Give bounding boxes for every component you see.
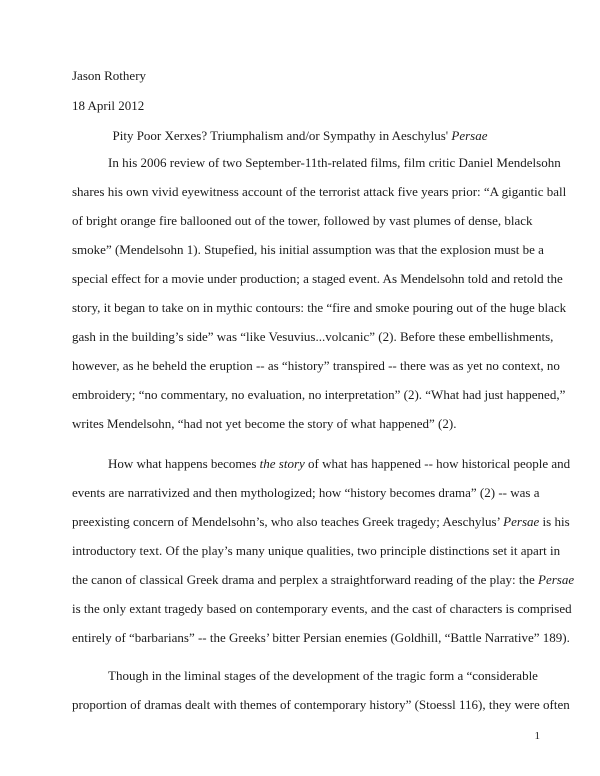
paragraph-1-line-6: story, it began to take on in mythic contours: the “fire and smoke pouring out of the huge black (72, 300, 567, 315)
paragraph-2-line-7: entirely of “barbarians” -- the Greeks’ bitter Persian enemies (Goldhill, “Battle Narrative” 189). (72, 630, 570, 645)
essay-title-text: Pity Poor Xerxes? Triumphalism and/or Sympathy in Aeschylus' (112, 128, 452, 143)
essay-title-italic: Persae (451, 128, 488, 143)
author-name: Jason Rothery (72, 68, 147, 83)
paragraph-2-line-3-end: is his (539, 514, 570, 529)
page-number: 1 (534, 730, 540, 742)
paragraph-2-line-4: introductory text. Of the play’s many unique qualities, two principle distinctions set it apart in (72, 543, 561, 558)
paragraph-1-line-4: smoke” (Mendelsohn 1). Stupefied, his initial assumption was that the explosion must be a (72, 242, 544, 257)
paragraph-2-line-1 (108, 456, 571, 472)
paragraph-2-line-6: is the only extant tragedy based on contemporary events, and the cast of characters is comprised (72, 601, 572, 616)
paragraph-2-italic-story: the story (259, 456, 305, 471)
paragraph-2-italic-persae-2: Persae (538, 572, 575, 587)
paragraph-3-line-1: Though in the liminal stages of the development of the tragic form a “considerable (108, 668, 538, 683)
paragraph-1-line-10: writes Mendelsohn, “had not yet become the story of what happened” (2). (72, 416, 457, 431)
paragraph-2-line-5 (72, 572, 575, 588)
paragraph-2-line-3 (72, 514, 570, 530)
date-line: 18 April 2012 (72, 98, 145, 113)
paragraph-2-line-1-end: of what has happened -- how historical people and (304, 456, 571, 471)
paragraph-2-line-3-start: preexisting concern of Mendelsohn’s, who also teaches Greek tragedy; Aeschylus’ (72, 514, 504, 529)
paragraph-1-line-7: gash in the building’s side” was “like Vesuvius...volcanic” (2). Before these embellishments, (72, 329, 554, 344)
paragraph-1-line-1: In his 2006 review of two September-11th-related films, film critic Daniel Mendelsohn (108, 155, 561, 170)
paragraph-2-italic-persae: Persae (503, 514, 540, 529)
essay-title (0, 128, 600, 144)
paragraph-1-line-5: special effect for a movie under production; a staged event. As Mendelsohn told and retold the (72, 271, 563, 286)
paragraph-1-line-8: however, as he beheld the eruption -- as “history” transpired -- there was as yet no context, no (72, 358, 560, 373)
paragraph-2-line-1-start: How what happens becomes (108, 456, 260, 471)
paragraph-1-line-3: of bright orange fire ballooned out of the tower, followed by vast plumes of dense, black (72, 213, 533, 228)
paragraph-3-line-2: proportion of dramas dealt with themes of contemporary history” (Stoessl 116), they were often (72, 697, 570, 712)
paragraph-1-line-9: embroidery; “no commentary, no evaluation, no interpretation” (2). “What had just happened,” (72, 387, 566, 402)
paragraph-2-line-5-start: the canon of classical Greek drama and perplex a straightforward reading of the play: the (72, 572, 539, 587)
paragraph-1-line-2: shares his own vivid eyewitness account of the terrorist attack five years prior: “A gigantic ball (72, 184, 567, 199)
paragraph-2-line-2: events are narrativized and then mythologized; how “history becomes drama” (2) -- was a (72, 485, 540, 500)
